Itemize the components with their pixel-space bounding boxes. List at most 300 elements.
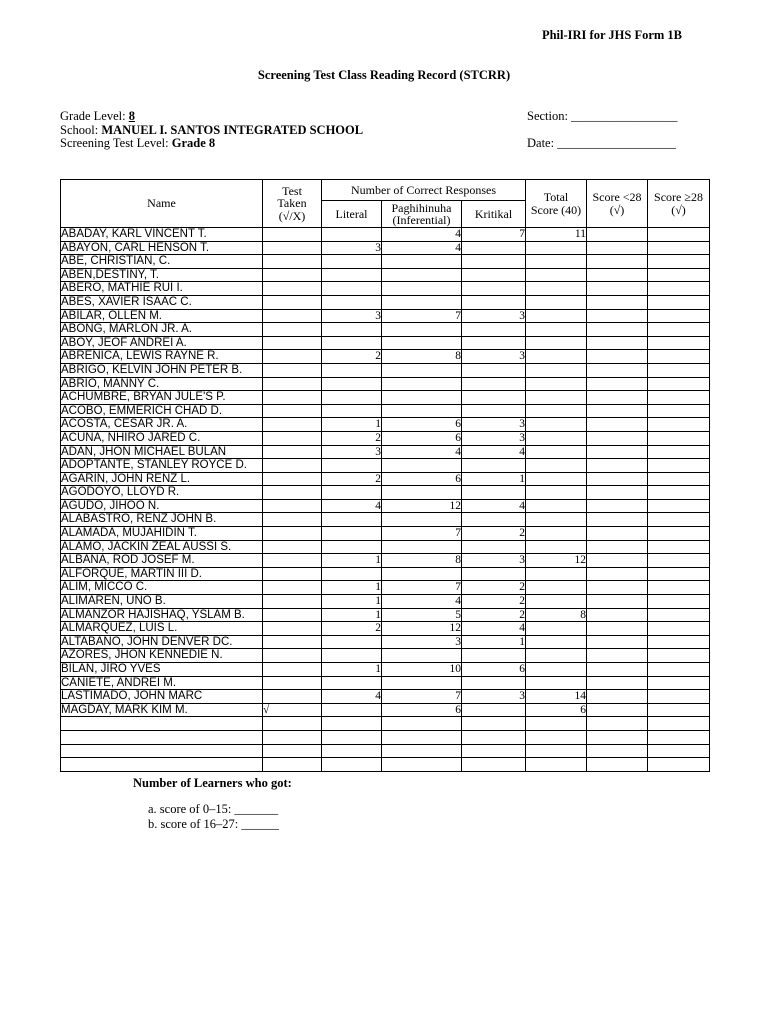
table-row: [61, 241, 710, 255]
table-row: [61, 567, 710, 581]
table-row: [61, 513, 710, 527]
cell-inferential: [382, 295, 462, 309]
cell-literal: 2: [322, 622, 382, 636]
cell-total-score: [526, 676, 587, 690]
cell-literal: 1: [322, 663, 382, 677]
cell-name: ABILAR, OLLEN M.: [61, 309, 263, 323]
cell-name: MAGDAY, MARK KIM M.: [61, 703, 263, 717]
cell-score-below-28: [587, 717, 648, 731]
reading-record-table: [60, 179, 710, 772]
cell-score-28-above: [648, 472, 710, 486]
table-row: [61, 295, 710, 309]
test-level-label: Screening Test Level:: [60, 136, 172, 150]
cell-score-below-28: [587, 758, 648, 772]
cell-kritikal: [462, 377, 526, 391]
cell-test-taken: [263, 282, 322, 296]
cell-kritikal: 2: [462, 595, 526, 609]
cell-score-below-28: [587, 431, 648, 445]
cell-literal: 2: [322, 431, 382, 445]
table-row: [61, 268, 710, 282]
table-row: [61, 255, 710, 269]
header-score-28-above: Score ≥28 (√): [648, 180, 710, 228]
cell-total-score: [526, 635, 587, 649]
cell-score-28-above: [648, 431, 710, 445]
table-row: [61, 527, 710, 541]
table-row: [61, 540, 710, 554]
cell-inferential: [382, 363, 462, 377]
cell-inferential: [382, 282, 462, 296]
cell-kritikal: 2: [462, 608, 526, 622]
table-row: [61, 663, 710, 677]
school-value: MANUEL I. SANTOS INTEGRATED SCHOOL: [101, 123, 364, 137]
cell-score-28-above: [648, 391, 710, 405]
cell-test-taken: [263, 513, 322, 527]
cell-total-score: [526, 255, 587, 269]
cell-test-taken: [263, 663, 322, 677]
cell-inferential: 4: [382, 228, 462, 242]
cell-test-taken: √: [263, 703, 322, 717]
cell-literal: [322, 404, 382, 418]
cell-score-28-above: [648, 255, 710, 269]
cell-score-below-28: [587, 309, 648, 323]
header-name: Name: [61, 180, 263, 228]
cell-total-score: [526, 472, 587, 486]
date-label: Date:: [527, 136, 558, 150]
cell-total-score: 8: [526, 608, 587, 622]
school-label: School:: [60, 123, 102, 137]
cell-literal: 1: [322, 554, 382, 568]
cell-kritikal: 6: [462, 663, 526, 677]
cell-total-score: [526, 323, 587, 337]
cell-kritikal: [462, 459, 526, 473]
cell-kritikal: 3: [462, 309, 526, 323]
cell-score-28-above: [648, 268, 710, 282]
table-row: [61, 608, 710, 622]
table-row: [61, 418, 710, 432]
cell-name: BILAN, JIRO YVES: [61, 663, 263, 677]
cell-total-score: [526, 649, 587, 663]
cell-total-score: [526, 499, 587, 513]
cell-literal: [322, 282, 382, 296]
cell-score-below-28: [587, 744, 648, 758]
cell-name: ACOBO, EMMERICH CHAD D.: [61, 404, 263, 418]
table-row: [61, 635, 710, 649]
cell-literal: [322, 323, 382, 337]
cell-inferential: 6: [382, 703, 462, 717]
cell-kritikal: [462, 268, 526, 282]
cell-literal: 1: [322, 418, 382, 432]
cell-score-below-28: [587, 418, 648, 432]
cell-total-score: [526, 309, 587, 323]
cell-name: ACOSTA, CESAR JR. A.: [61, 418, 263, 432]
summary-score-16-27: b. score of 16–27: ______: [148, 817, 279, 831]
cell-name: ALBAÑA, ROD JOSEF M.: [61, 554, 263, 568]
cell-total-score: [526, 459, 587, 473]
cell-literal: [322, 255, 382, 269]
cell-score-below-28: [587, 608, 648, 622]
cell-score-below-28: [587, 527, 648, 541]
cell-score-below-28: [587, 282, 648, 296]
cell-score-below-28: [587, 472, 648, 486]
cell-name: ALAMADA, MUJAHIDIN T.: [61, 527, 263, 541]
cell-score-28-above: [648, 282, 710, 296]
cell-score-below-28: [587, 323, 648, 337]
cell-score-28-above: [648, 350, 710, 364]
cell-total-score: [526, 730, 587, 744]
cell-total-score: [526, 268, 587, 282]
cell-test-taken: [263, 418, 322, 432]
table-row: [61, 472, 710, 486]
cell-score-below-28: [587, 486, 648, 500]
cell-test-taken: [263, 445, 322, 459]
cell-score-below-28: [587, 336, 648, 350]
cell-kritikal: [462, 649, 526, 663]
cell-literal: [322, 377, 382, 391]
cell-kritikal: [462, 703, 526, 717]
header-inferential: Paghihinuha (Inferential): [382, 201, 462, 228]
cell-test-taken: [263, 363, 322, 377]
cell-literal: 1: [322, 595, 382, 609]
cell-kritikal: 2: [462, 581, 526, 595]
cell-total-score: [526, 486, 587, 500]
cell-inferential: [382, 758, 462, 772]
cell-test-taken: [263, 554, 322, 568]
cell-score-28-above: [648, 459, 710, 473]
cell-test-taken: [263, 581, 322, 595]
cell-score-below-28: [587, 663, 648, 677]
cell-inferential: 10: [382, 663, 462, 677]
cell-inferential: [382, 255, 462, 269]
cell-literal: 3: [322, 241, 382, 255]
cell-name: ALTABANO, JOHN DENVER DC.: [61, 635, 263, 649]
cell-inferential: [382, 404, 462, 418]
cell-kritikal: 2: [462, 527, 526, 541]
cell-test-taken: [263, 499, 322, 513]
table-row: [61, 459, 710, 473]
cell-literal: [322, 295, 382, 309]
cell-total-score: [526, 758, 587, 772]
table-row: [61, 391, 710, 405]
cell-score-28-above: [648, 309, 710, 323]
cell-name: ADOPTANTE, STANLEY ROYCE D.: [61, 459, 263, 473]
cell-score-below-28: [587, 268, 648, 282]
cell-score-below-28: [587, 554, 648, 568]
cell-kritikal: [462, 363, 526, 377]
cell-literal: 1: [322, 581, 382, 595]
page-title: Screening Test Class Reading Record (STCRR): [257, 68, 511, 82]
cell-inferential: [382, 676, 462, 690]
cell-kritikal: [462, 540, 526, 554]
cell-name: ABRENICA, LEWIS RAYNE R.: [61, 350, 263, 364]
table-row: [61, 649, 710, 663]
cell-score-28-above: [648, 622, 710, 636]
cell-name: ACUÑA, NHIRO JARED C.: [61, 431, 263, 445]
cell-test-taken: [263, 295, 322, 309]
cell-test-taken: [263, 255, 322, 269]
cell-score-below-28: [587, 228, 648, 242]
form-code: Phil-IRI for JHS Form 1B: [541, 28, 682, 42]
cell-total-score: [526, 295, 587, 309]
header-correct-responses: Number of Correct Responses: [322, 180, 526, 201]
cell-literal: [322, 527, 382, 541]
table-row: [61, 690, 710, 704]
cell-total-score: 12: [526, 554, 587, 568]
cell-total-score: [526, 391, 587, 405]
cell-score-below-28: [587, 649, 648, 663]
cell-total-score: [526, 513, 587, 527]
cell-total-score: [526, 404, 587, 418]
cell-total-score: [526, 567, 587, 581]
table-row: [61, 703, 710, 717]
cell-score-28-above: [648, 663, 710, 677]
cell-kritikal: [462, 730, 526, 744]
cell-name: AGARIN, JOHN RENZ L.: [61, 472, 263, 486]
table-row: [61, 282, 710, 296]
cell-name: ALMARQUEZ, LUIS L.: [61, 622, 263, 636]
cell-inferential: 6: [382, 472, 462, 486]
cell-test-taken: [263, 486, 322, 500]
cell-inferential: 8: [382, 350, 462, 364]
cell-test-taken: [263, 377, 322, 391]
cell-score-below-28: [587, 445, 648, 459]
cell-test-taken: [263, 309, 322, 323]
cell-total-score: [526, 418, 587, 432]
cell-name: ADAN, JHON MICHAEL BULAN: [61, 445, 263, 459]
cell-score-28-above: [648, 744, 710, 758]
cell-test-taken: [263, 472, 322, 486]
cell-name: AZORES, JHON KENNEDIE N.: [61, 649, 263, 663]
cell-score-28-above: [648, 404, 710, 418]
cell-literal: [322, 717, 382, 731]
cell-literal: [322, 744, 382, 758]
cell-test-taken: [263, 431, 322, 445]
table-row: [61, 622, 710, 636]
cell-score-28-above: [648, 690, 710, 704]
cell-name: ABADAY, KARL VINCENT T.: [61, 228, 263, 242]
cell-test-taken: [263, 241, 322, 255]
table-row: [61, 363, 710, 377]
cell-inferential: 4: [382, 445, 462, 459]
cell-kritikal: [462, 295, 526, 309]
cell-test-taken: [263, 758, 322, 772]
cell-score-below-28: [587, 581, 648, 595]
cell-inferential: [382, 513, 462, 527]
cell-literal: [322, 486, 382, 500]
cell-total-score: [526, 595, 587, 609]
cell-literal: 2: [322, 350, 382, 364]
cell-inferential: 5: [382, 608, 462, 622]
cell-kritikal: [462, 567, 526, 581]
cell-inferential: 6: [382, 418, 462, 432]
cell-name: ABONG, MARLON JR. A.: [61, 323, 263, 337]
cell-total-score: [526, 540, 587, 554]
cell-name: ABES, XAVIER ISAAC C.: [61, 295, 263, 309]
cell-score-28-above: [648, 241, 710, 255]
cell-total-score: [526, 663, 587, 677]
cell-inferential: 8: [382, 554, 462, 568]
cell-test-taken: [263, 649, 322, 663]
cell-score-28-above: [648, 418, 710, 432]
cell-test-taken: [263, 676, 322, 690]
cell-literal: [322, 513, 382, 527]
cell-kritikal: [462, 404, 526, 418]
cell-score-below-28: [587, 540, 648, 554]
cell-test-taken: [263, 540, 322, 554]
cell-name: ALFORQUE, MARTIN III D.: [61, 567, 263, 581]
cell-score-below-28: [587, 363, 648, 377]
section-label: Section:: [527, 109, 572, 123]
cell-score-28-above: [648, 540, 710, 554]
cell-name: CANIETE, ANDREI M.: [61, 676, 263, 690]
cell-score-28-above: [648, 336, 710, 350]
cell-test-taken: [263, 595, 322, 609]
cell-name: [61, 744, 263, 758]
cell-kritikal: [462, 255, 526, 269]
cell-kritikal: 1: [462, 472, 526, 486]
table-row: [61, 730, 710, 744]
cell-score-28-above: [648, 445, 710, 459]
cell-total-score: [526, 241, 587, 255]
cell-inferential: [382, 323, 462, 337]
cell-name: ABRIO, MANNY C.: [61, 377, 263, 391]
cell-score-28-above: [648, 295, 710, 309]
cell-total-score: [526, 350, 587, 364]
cell-kritikal: 3: [462, 554, 526, 568]
cell-inferential: [382, 486, 462, 500]
cell-kritikal: [462, 717, 526, 731]
table-row: [61, 758, 710, 772]
table-row: [61, 445, 710, 459]
cell-score-28-above: [648, 377, 710, 391]
cell-inferential: 7: [382, 581, 462, 595]
table-row: [61, 309, 710, 323]
table-row: [61, 717, 710, 731]
cell-total-score: [526, 527, 587, 541]
cell-kritikal: 1: [462, 635, 526, 649]
cell-test-taken: [263, 404, 322, 418]
cell-score-28-above: [648, 499, 710, 513]
grade-level-label: Grade Level:: [60, 109, 129, 123]
cell-inferential: [382, 567, 462, 581]
cell-score-28-above: [648, 758, 710, 772]
cell-inferential: 4: [382, 241, 462, 255]
cell-total-score: [526, 282, 587, 296]
cell-name: ALMANZOR HAJISHAQ, YSLAM B.: [61, 608, 263, 622]
table-row: [61, 431, 710, 445]
cell-inferential: 12: [382, 622, 462, 636]
cell-kritikal: 3: [462, 431, 526, 445]
cell-test-taken: [263, 391, 322, 405]
cell-score-below-28: [587, 676, 648, 690]
cell-kritikal: 3: [462, 350, 526, 364]
cell-literal: 3: [322, 445, 382, 459]
cell-literal: [322, 649, 382, 663]
summary-score-0-15: a. score of 0–15: _______: [148, 802, 279, 816]
cell-test-taken: [263, 744, 322, 758]
cell-name: [61, 758, 263, 772]
cell-inferential: [382, 649, 462, 663]
cell-total-score: [526, 445, 587, 459]
table-row: [61, 350, 710, 364]
cell-inferential: [382, 717, 462, 731]
date-line: [527, 137, 676, 151]
cell-test-taken: [263, 730, 322, 744]
cell-name: ALIMAREN, UNO B.: [61, 595, 263, 609]
cell-total-score: [526, 622, 587, 636]
cell-test-taken: [263, 717, 322, 731]
cell-kritikal: [462, 391, 526, 405]
cell-name: ABE, CHRISTIAN, C.: [61, 255, 263, 269]
cell-total-score: 11: [526, 228, 587, 242]
cell-score-28-above: [648, 554, 710, 568]
table-row: [61, 486, 710, 500]
cell-literal: [322, 703, 382, 717]
cell-score-below-28: [587, 513, 648, 527]
table-row: [61, 676, 710, 690]
cell-total-score: [526, 377, 587, 391]
cell-score-below-28: [587, 377, 648, 391]
cell-score-28-above: [648, 717, 710, 731]
cell-kritikal: [462, 513, 526, 527]
cell-inferential: 3: [382, 635, 462, 649]
cell-literal: 4: [322, 499, 382, 513]
header-total-score: Total Score (40): [526, 180, 587, 228]
cell-total-score: [526, 581, 587, 595]
table-row: [61, 499, 710, 513]
cell-name: ALABASTRO, RENZ JOHN B.: [61, 513, 263, 527]
cell-score-below-28: [587, 730, 648, 744]
cell-inferential: [382, 730, 462, 744]
cell-inferential: [382, 744, 462, 758]
grade-level-line: [60, 110, 135, 124]
grade-level-value: 8: [128, 109, 135, 123]
cell-kritikal: 3: [462, 690, 526, 704]
cell-kritikal: 4: [462, 622, 526, 636]
cell-score-below-28: [587, 391, 648, 405]
table-row: [61, 595, 710, 609]
cell-score-28-above: [648, 513, 710, 527]
cell-score-28-above: [648, 730, 710, 744]
cell-inferential: [382, 391, 462, 405]
table-row: [61, 554, 710, 568]
cell-score-below-28: [587, 255, 648, 269]
cell-literal: [322, 336, 382, 350]
cell-score-below-28: [587, 567, 648, 581]
cell-literal: [322, 758, 382, 772]
cell-score-28-above: [648, 703, 710, 717]
cell-literal: [322, 567, 382, 581]
cell-test-taken: [263, 527, 322, 541]
cell-kritikal: [462, 676, 526, 690]
cell-test-taken: [263, 228, 322, 242]
cell-name: ABERO, MATHIE RUI I.: [61, 282, 263, 296]
cell-score-28-above: [648, 567, 710, 581]
cell-literal: [322, 363, 382, 377]
cell-inferential: [382, 377, 462, 391]
cell-kritikal: 4: [462, 499, 526, 513]
test-level-line: [60, 137, 215, 151]
cell-name: ACHUMBRE, BRYAN JULE'S P.: [61, 391, 263, 405]
cell-score-28-above: [648, 323, 710, 337]
cell-kritikal: [462, 282, 526, 296]
cell-test-taken: [263, 350, 322, 364]
cell-total-score: 6: [526, 703, 587, 717]
date-blank: ___________________: [557, 136, 676, 150]
cell-name: ABEN,DESTINY, T.: [61, 268, 263, 282]
cell-score-28-above: [648, 635, 710, 649]
section-blank: _________________: [571, 109, 678, 123]
table-row: [61, 377, 710, 391]
